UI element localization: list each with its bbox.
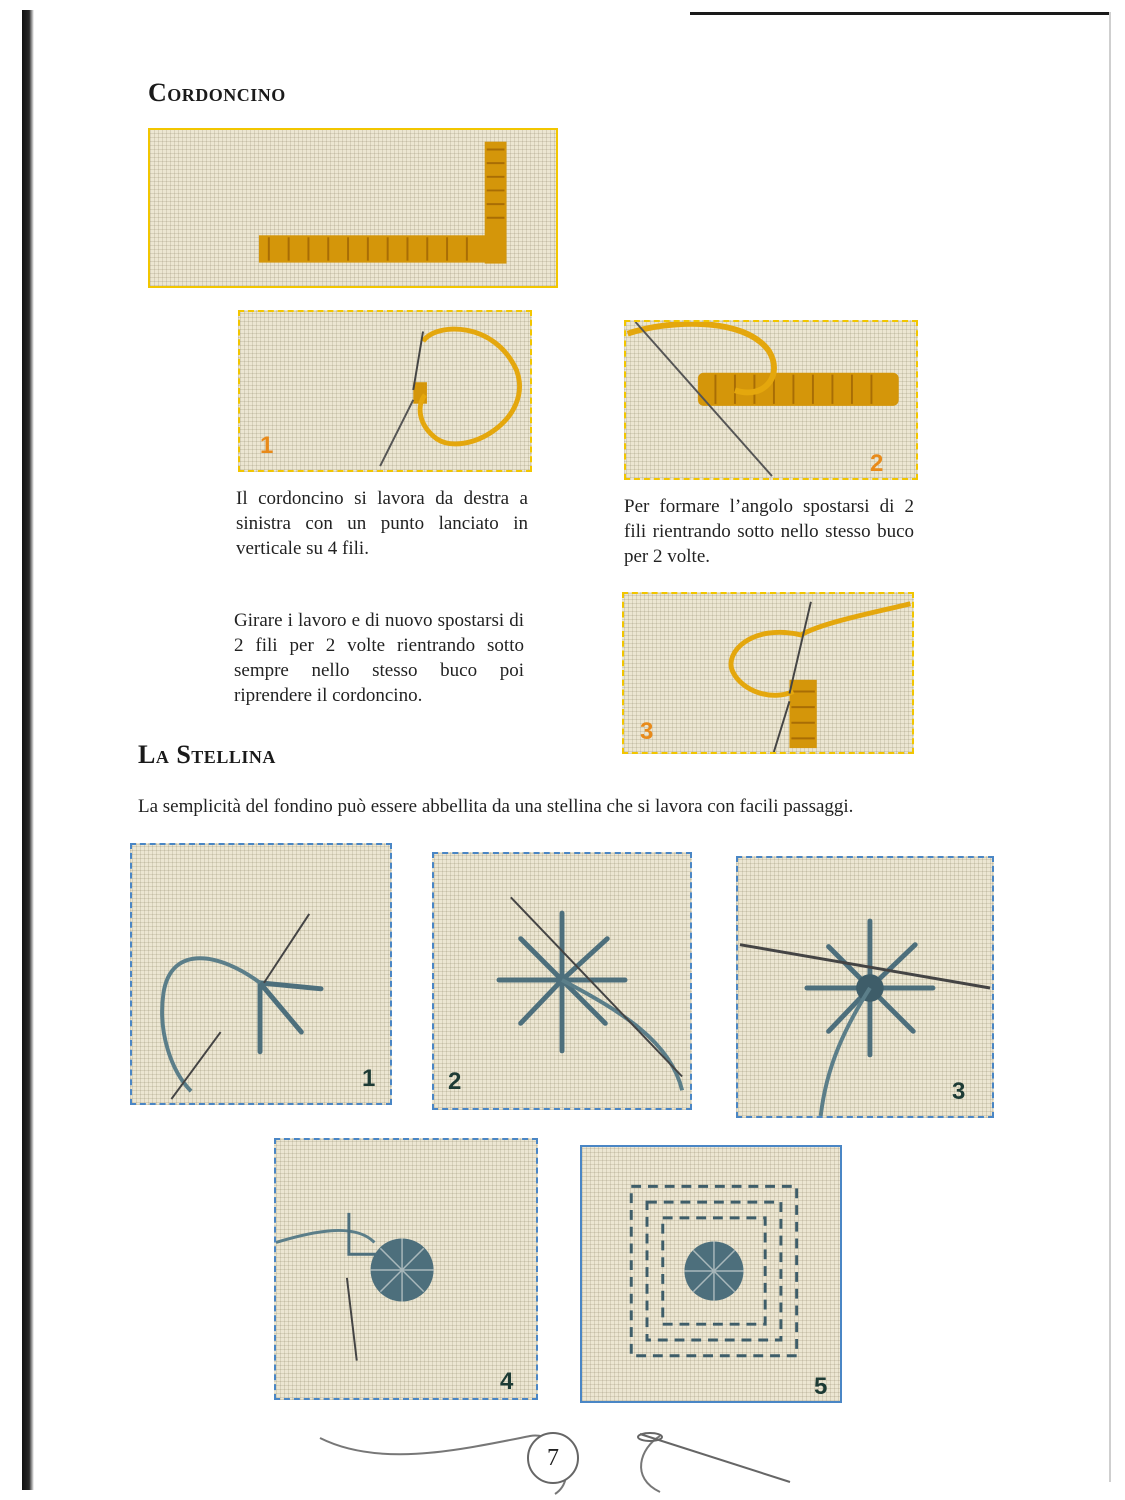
star-stitch-start-illustration (132, 845, 390, 1103)
right-edge-line (1109, 12, 1111, 1482)
finished-star-with-needle-illustration (276, 1140, 536, 1398)
step-number-2: 2 (448, 1068, 462, 1095)
needle-and-gold-thread-illustration (240, 312, 530, 470)
stellina-step3-photo (736, 856, 994, 1118)
step-number-3: 3 (640, 718, 654, 745)
cordoncino-step2-description: Per formare l’angolo spostarsi di 2 fili rientrando sotto nello stesso buco per 2 volte. (624, 496, 914, 567)
page-number: 7 (527, 1432, 579, 1484)
cordoncino-step3-photo (622, 592, 914, 754)
needle-corner-turn-illustration (624, 594, 912, 752)
stellina-step5-photo (580, 1145, 842, 1403)
stellina-intro-text: La semplicità del fondino può essere abbellita da una stellina che si lavora con facili passaggi. (138, 796, 854, 817)
step-number-2: 2 (870, 450, 884, 477)
stellina-step4-photo (274, 1138, 538, 1400)
cordoncino-example-photo (148, 128, 558, 288)
step-number-3: 3 (952, 1078, 966, 1105)
step-number-1: 1 (362, 1065, 376, 1092)
step-number-5: 5 (814, 1373, 828, 1400)
section-title-cordoncino: Cordoncino (148, 78, 286, 107)
cordoncino-step3-description: Girare i lavoro e di nuovo spostarsi di 2 fili per 2 volte rientrando sotto sempre nello stesso buco poi riprendere il cordoncino. (234, 610, 524, 706)
stellina-step2-photo (432, 852, 692, 1110)
cordoncino-step1-description: Il cordoncino si lavora da destra a sinistra con un punto lanciato in verticale su 4 fili. (236, 488, 528, 559)
star-stitch-partial-illustration (434, 854, 690, 1108)
top-edge-line (690, 12, 1110, 15)
cordoncino-step2-photo (624, 320, 918, 480)
book-spine-shadow (22, 10, 34, 1490)
cordoncino-step1-photo (238, 310, 532, 472)
step-number-4: 4 (500, 1368, 514, 1395)
star-with-dashed-frames-illustration (582, 1147, 840, 1401)
step-number-1: 1 (260, 432, 274, 459)
cordoncino-l-shape-illustration (150, 130, 556, 286)
section-title-la-stellina: La Stellina (138, 740, 276, 769)
stellina-step1-photo (130, 843, 392, 1105)
